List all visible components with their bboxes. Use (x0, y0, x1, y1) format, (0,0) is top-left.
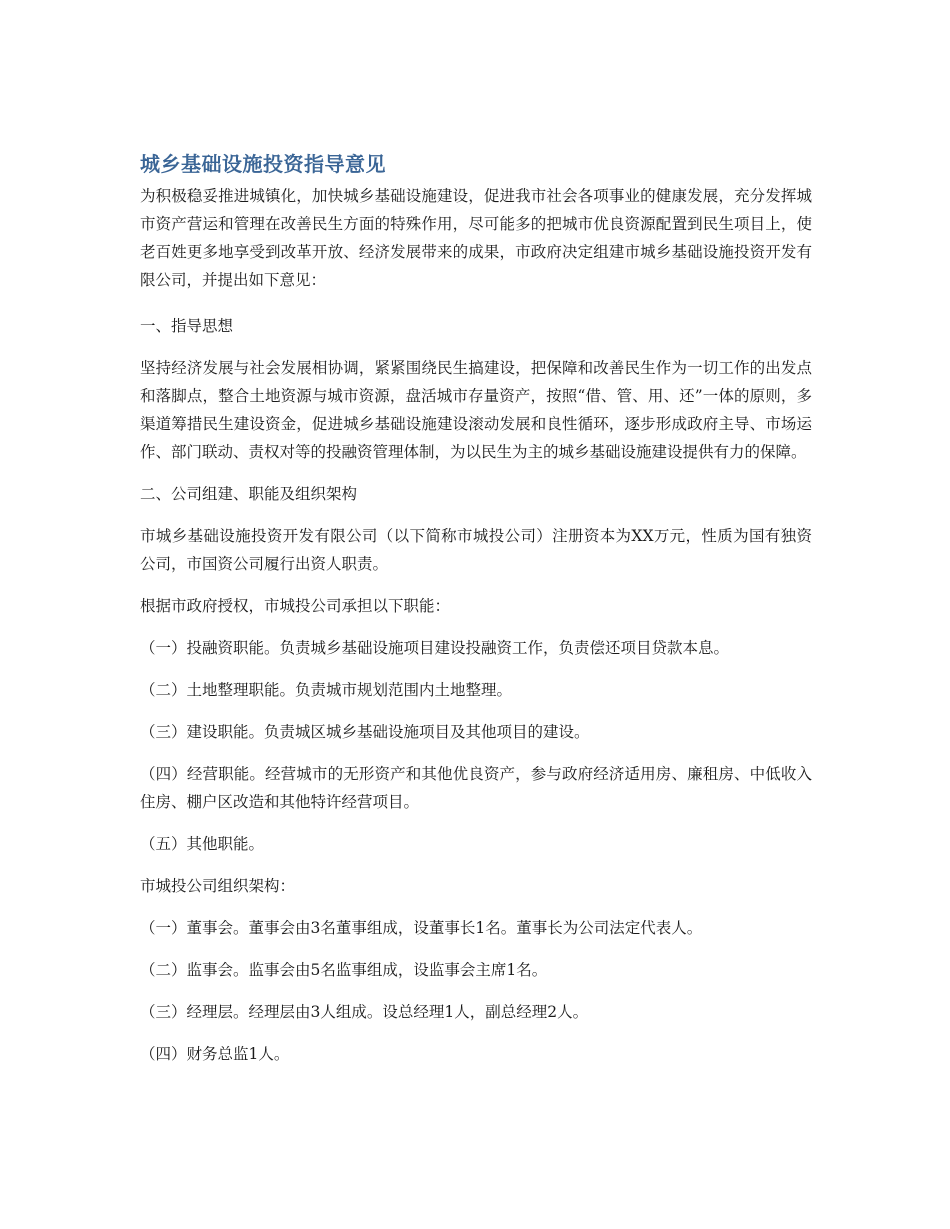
company-registration-paragraph: 市城乡基础设施投资开发有限公司（以下简称市城投公司）注册资本为XX万元，性质为国有独资公司，市国资公司履行出资人职责。 (140, 527, 812, 573)
function-item: （一）投融资职能。负责城乡基础设施项目建设投融资工作，负责偿还项目贷款本息。 (140, 639, 730, 657)
org-structure-item: （三）经理层。经理层由3人组成。设总经理1人，副总经理2人。 (140, 1003, 589, 1021)
org-structure-intro-paragraph: 市城投公司组织架构： (140, 877, 296, 895)
org-structure-item: （四）财务总监1人。 (140, 1045, 290, 1063)
org-structure-item: （二）监事会。监事会由5名监事组成，设监事会主席1名。 (140, 961, 548, 979)
guiding-ideology-paragraph: 坚持经济发展与社会发展相协调，紧紧围绕民生搞建设，把保障和改善民生作为一切工作的出发点和落脚点，整合土地资源与城市资源，盘活城市存量资产，按照“借、管、用、还”一体的原则，多渠道筹措民生建设资金，促进城乡基础设施建设滚动发展和良性循环，逐步形成政府主导、市场运作、部门联动、责权对等的投融资管理体制，为以民生为主的城乡基础设施建设提供有力的保障。 (140, 359, 812, 461)
document-title: 城乡基础设施投资指导意见 (140, 152, 386, 176)
function-item: （五）其他职能。 (140, 835, 265, 853)
intro-paragraph: 为积极稳妥推进城镇化，加快城乡基础设施建设，促进我市社会各项事业的健康发展，充分发挥城市资产营运和管理在改善民生方面的特殊作用，尽可能多的把城市优良资源配置到民生项目上，使老百姓更多地享受到改革开放、经济发展带来的成果，市政府决定组建市城乡基础设施投资开发有限公司，并提出如下意见： (140, 187, 812, 289)
function-item: （三）建设职能。负责城区城乡基础设施项目及其他项目的建设。 (140, 723, 590, 741)
function-item: （二）土地整理职能。负责城市规划范围内土地整理。 (140, 681, 513, 699)
org-structure-item: （一）董事会。董事会由3名董事组成，设董事长1名。董事长为公司法定代表人。 (140, 919, 703, 937)
section-heading-company-structure: 二、公司组建、职能及组织架构 (140, 485, 358, 503)
functions-intro-paragraph: 根据市政府授权，市城投公司承担以下职能： (140, 597, 451, 615)
function-item: （四）经营职能。经营城市的无形资产和其他优良资产，参与政府经济适用房、廉租房、中低收入住房、棚户区改造和其他特许经营项目。 (140, 765, 812, 811)
section-heading-guiding-ideology: 一、指导思想 (140, 317, 234, 335)
document-page (140, 150, 812, 1082)
